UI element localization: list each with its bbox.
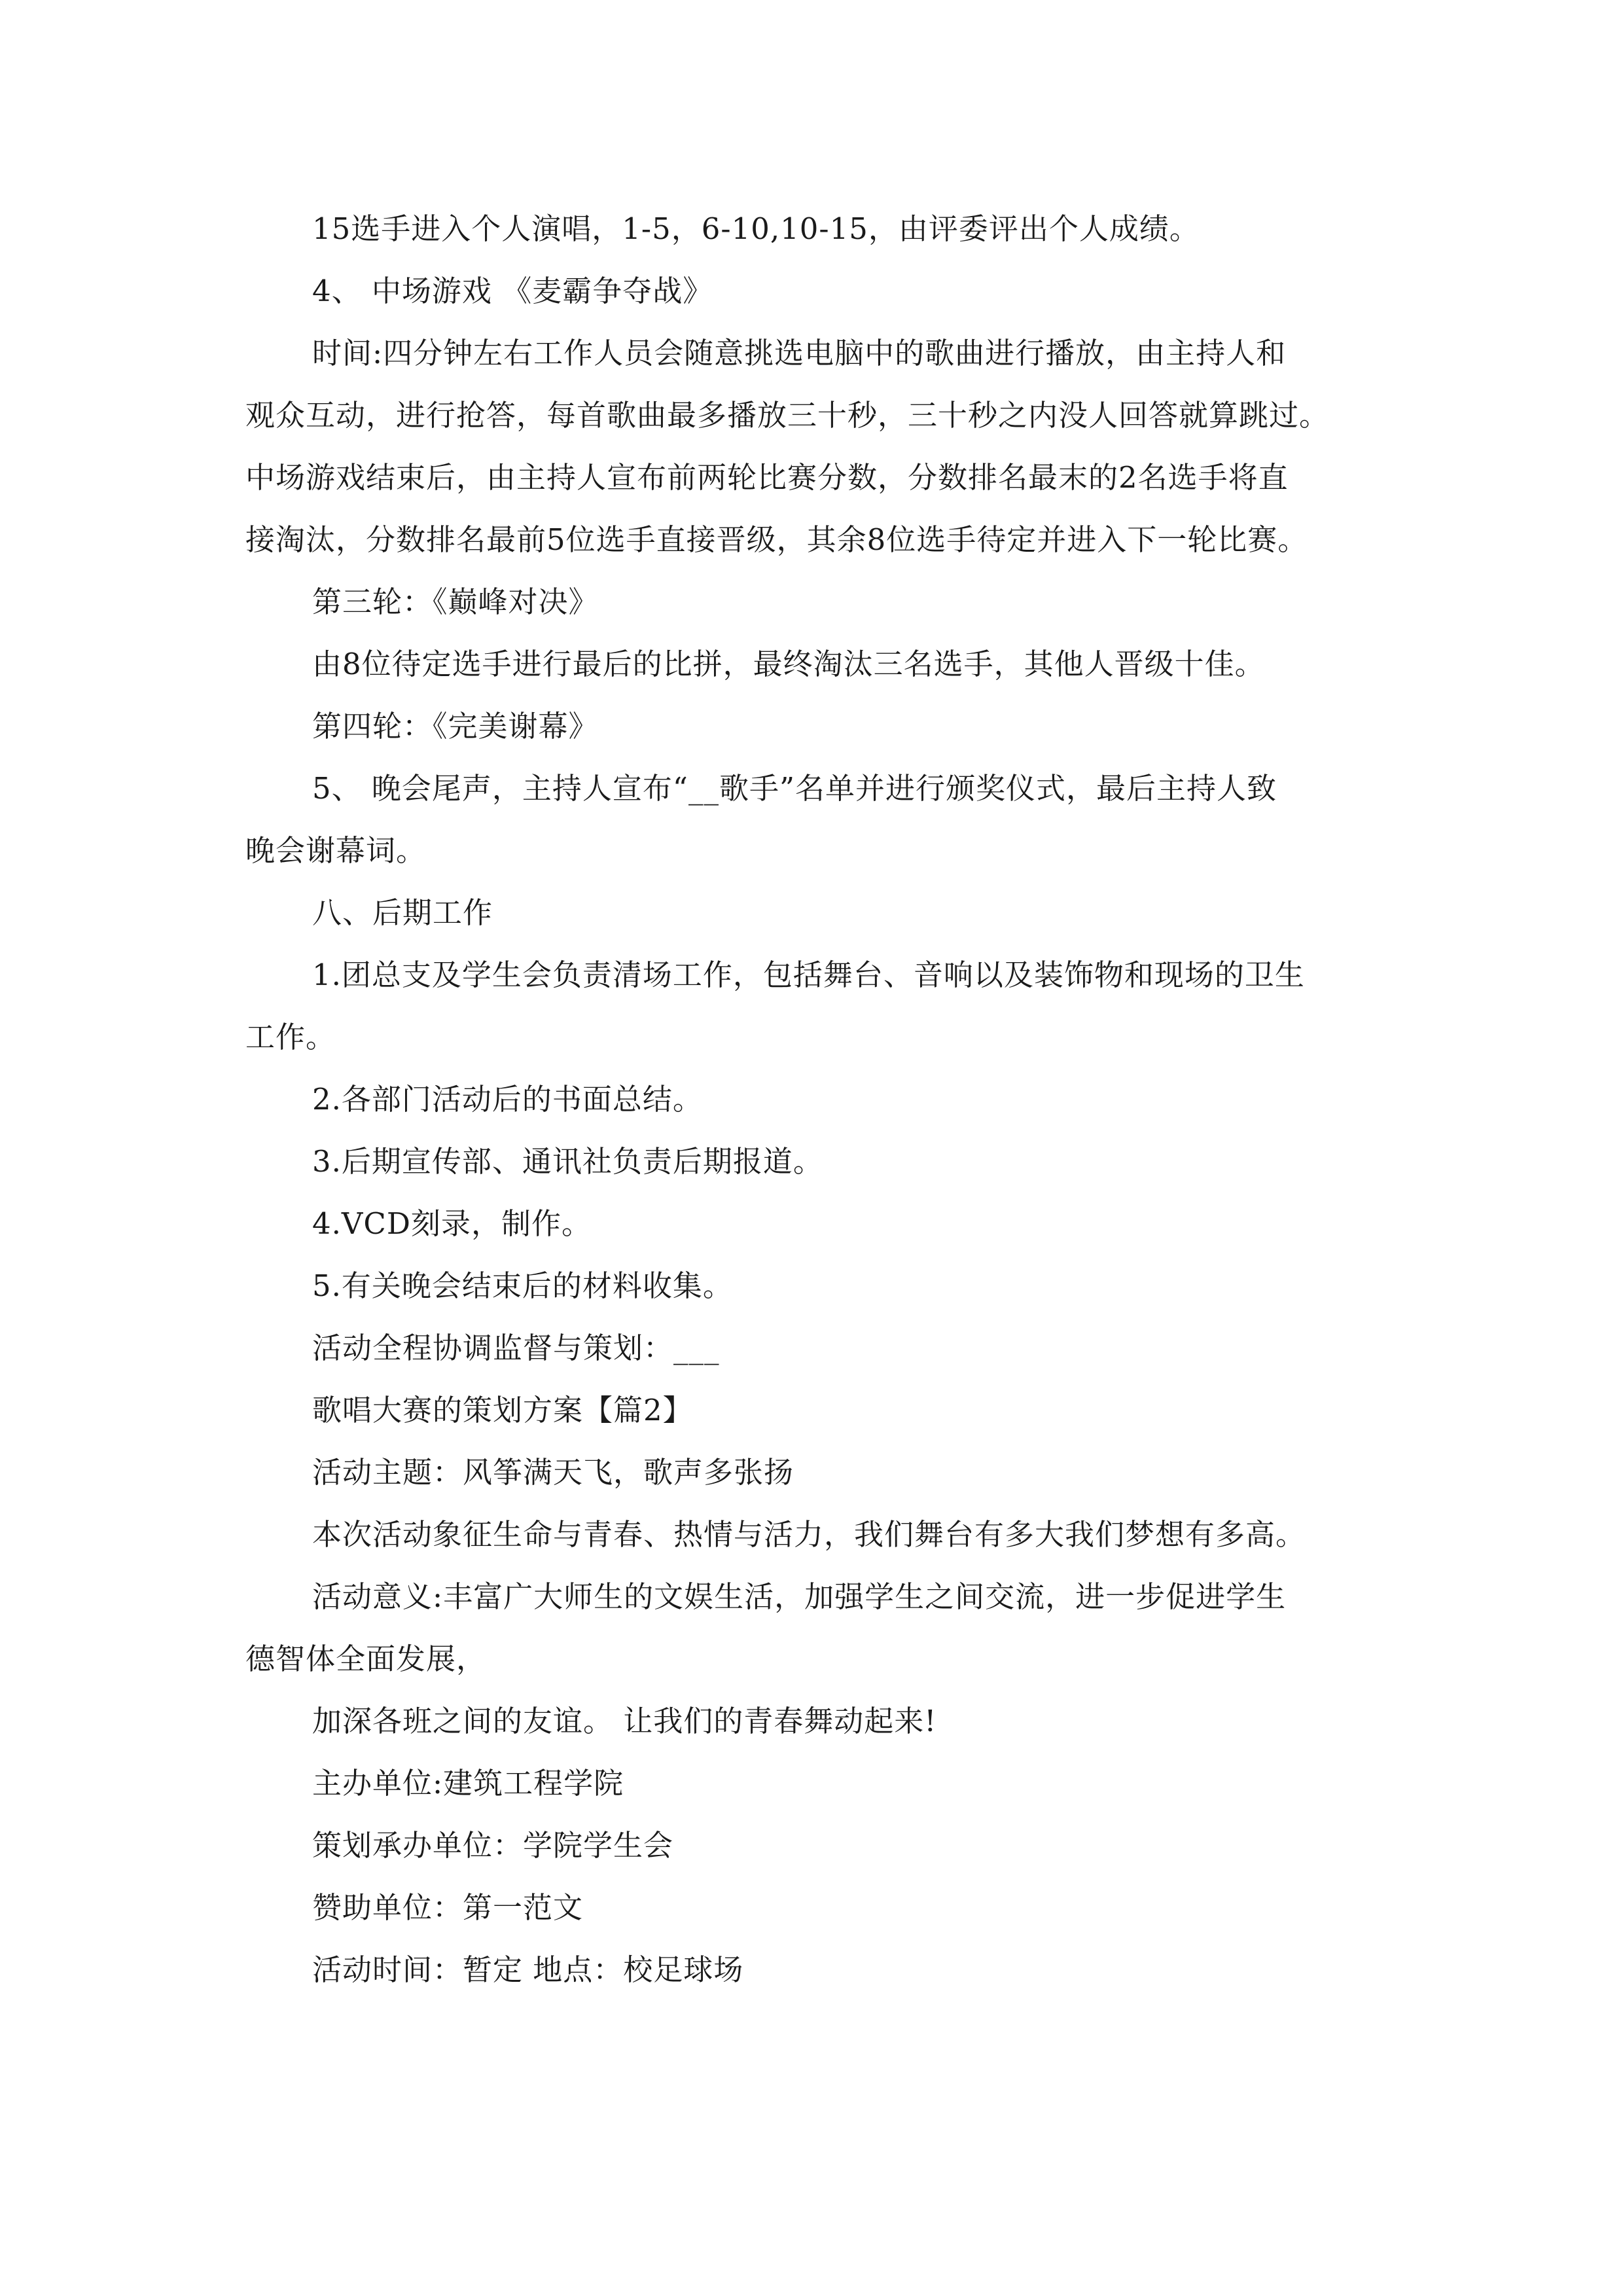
text-line: 活动主题：风筝满天飞，歌声多张扬 [312,1455,794,1490]
text-line: 主办单位:建筑工程学院 [312,1766,624,1801]
text-line: 晚会谢幕词。 [245,833,427,868]
text-line: 接淘汰，分数排名最前5位选手直接晋级，其余8位选手待定并进入下一轮比赛。 [245,522,1308,557]
list-item: 5.有关晚会结束后的材料收集。 [312,1268,733,1303]
text-line: 策划承办单位：学院学生会 [312,1828,674,1863]
text-line: 活动时间：暂定 地点：校足球场 [312,1952,744,1987]
text-line: 时间:四分钟左右工作人员会随意挑选电脑中的歌曲进行播放，由主持人和 [312,336,1287,370]
text-line: 中场游戏结束后，由主持人宣布前两轮比赛分数，分数排名最末的2名选手将直 [245,460,1289,495]
list-item: 1.团总支及学生会负责清场工作，包括舞台、音响以及装饰物和现场的卫生 [312,958,1305,992]
text-line: 15选手进入个人演唱，1-5，6-10,10-15，由评委评出个人成绩。 [312,211,1200,246]
text-line: 4、 中场游戏 《麦霸争夺战》 [312,274,713,308]
list-item: 4.VCD刻录，制作。 [312,1206,592,1241]
text-line: 活动全程协调监督与策划：___ [312,1331,720,1365]
text-line: 5、 晚会尾声，主持人宣布“__歌手”名单并进行颁奖仪式，最后主持人致 [312,771,1277,806]
text-line: 观众互动，进行抢答，每首歌曲最多播放三十秒，三十秒之内没人回答就算跳过。 [245,398,1330,433]
text-line: 活动意义:丰富广大师生的文娱生活，加强学生之间交流，进一步促进学生 [312,1579,1287,1614]
list-item: 3.后期宣传部、通讯社负责后期报道。 [312,1144,823,1179]
section-heading: 第四轮：《完美谢幕》 [312,709,599,744]
text-line: 工作。 [245,1020,336,1054]
text-line: 德智体全面发展， [245,1641,487,1676]
text-line: 由8位待定选手进行最后的比拼，最终淘汰三名选手，其他人晋级十佳。 [312,647,1265,681]
text-line: 加深各班之间的友谊。 让我们的青春舞动起来! [312,1704,937,1738]
text-line: 赞助单位：第一范文 [312,1890,584,1925]
section-heading: 八、后期工作 [312,895,493,930]
list-item: 2.各部门活动后的书面总结。 [312,1082,703,1117]
article-title: 歌唱大赛的策划方案【篇2】 [312,1393,693,1427]
section-heading: 第三轮：《巅峰对决》 [312,584,599,619]
text-line: 本次活动象征生命与青春、热情与活力，我们舞台有多大我们梦想有多高。 [312,1517,1306,1552]
